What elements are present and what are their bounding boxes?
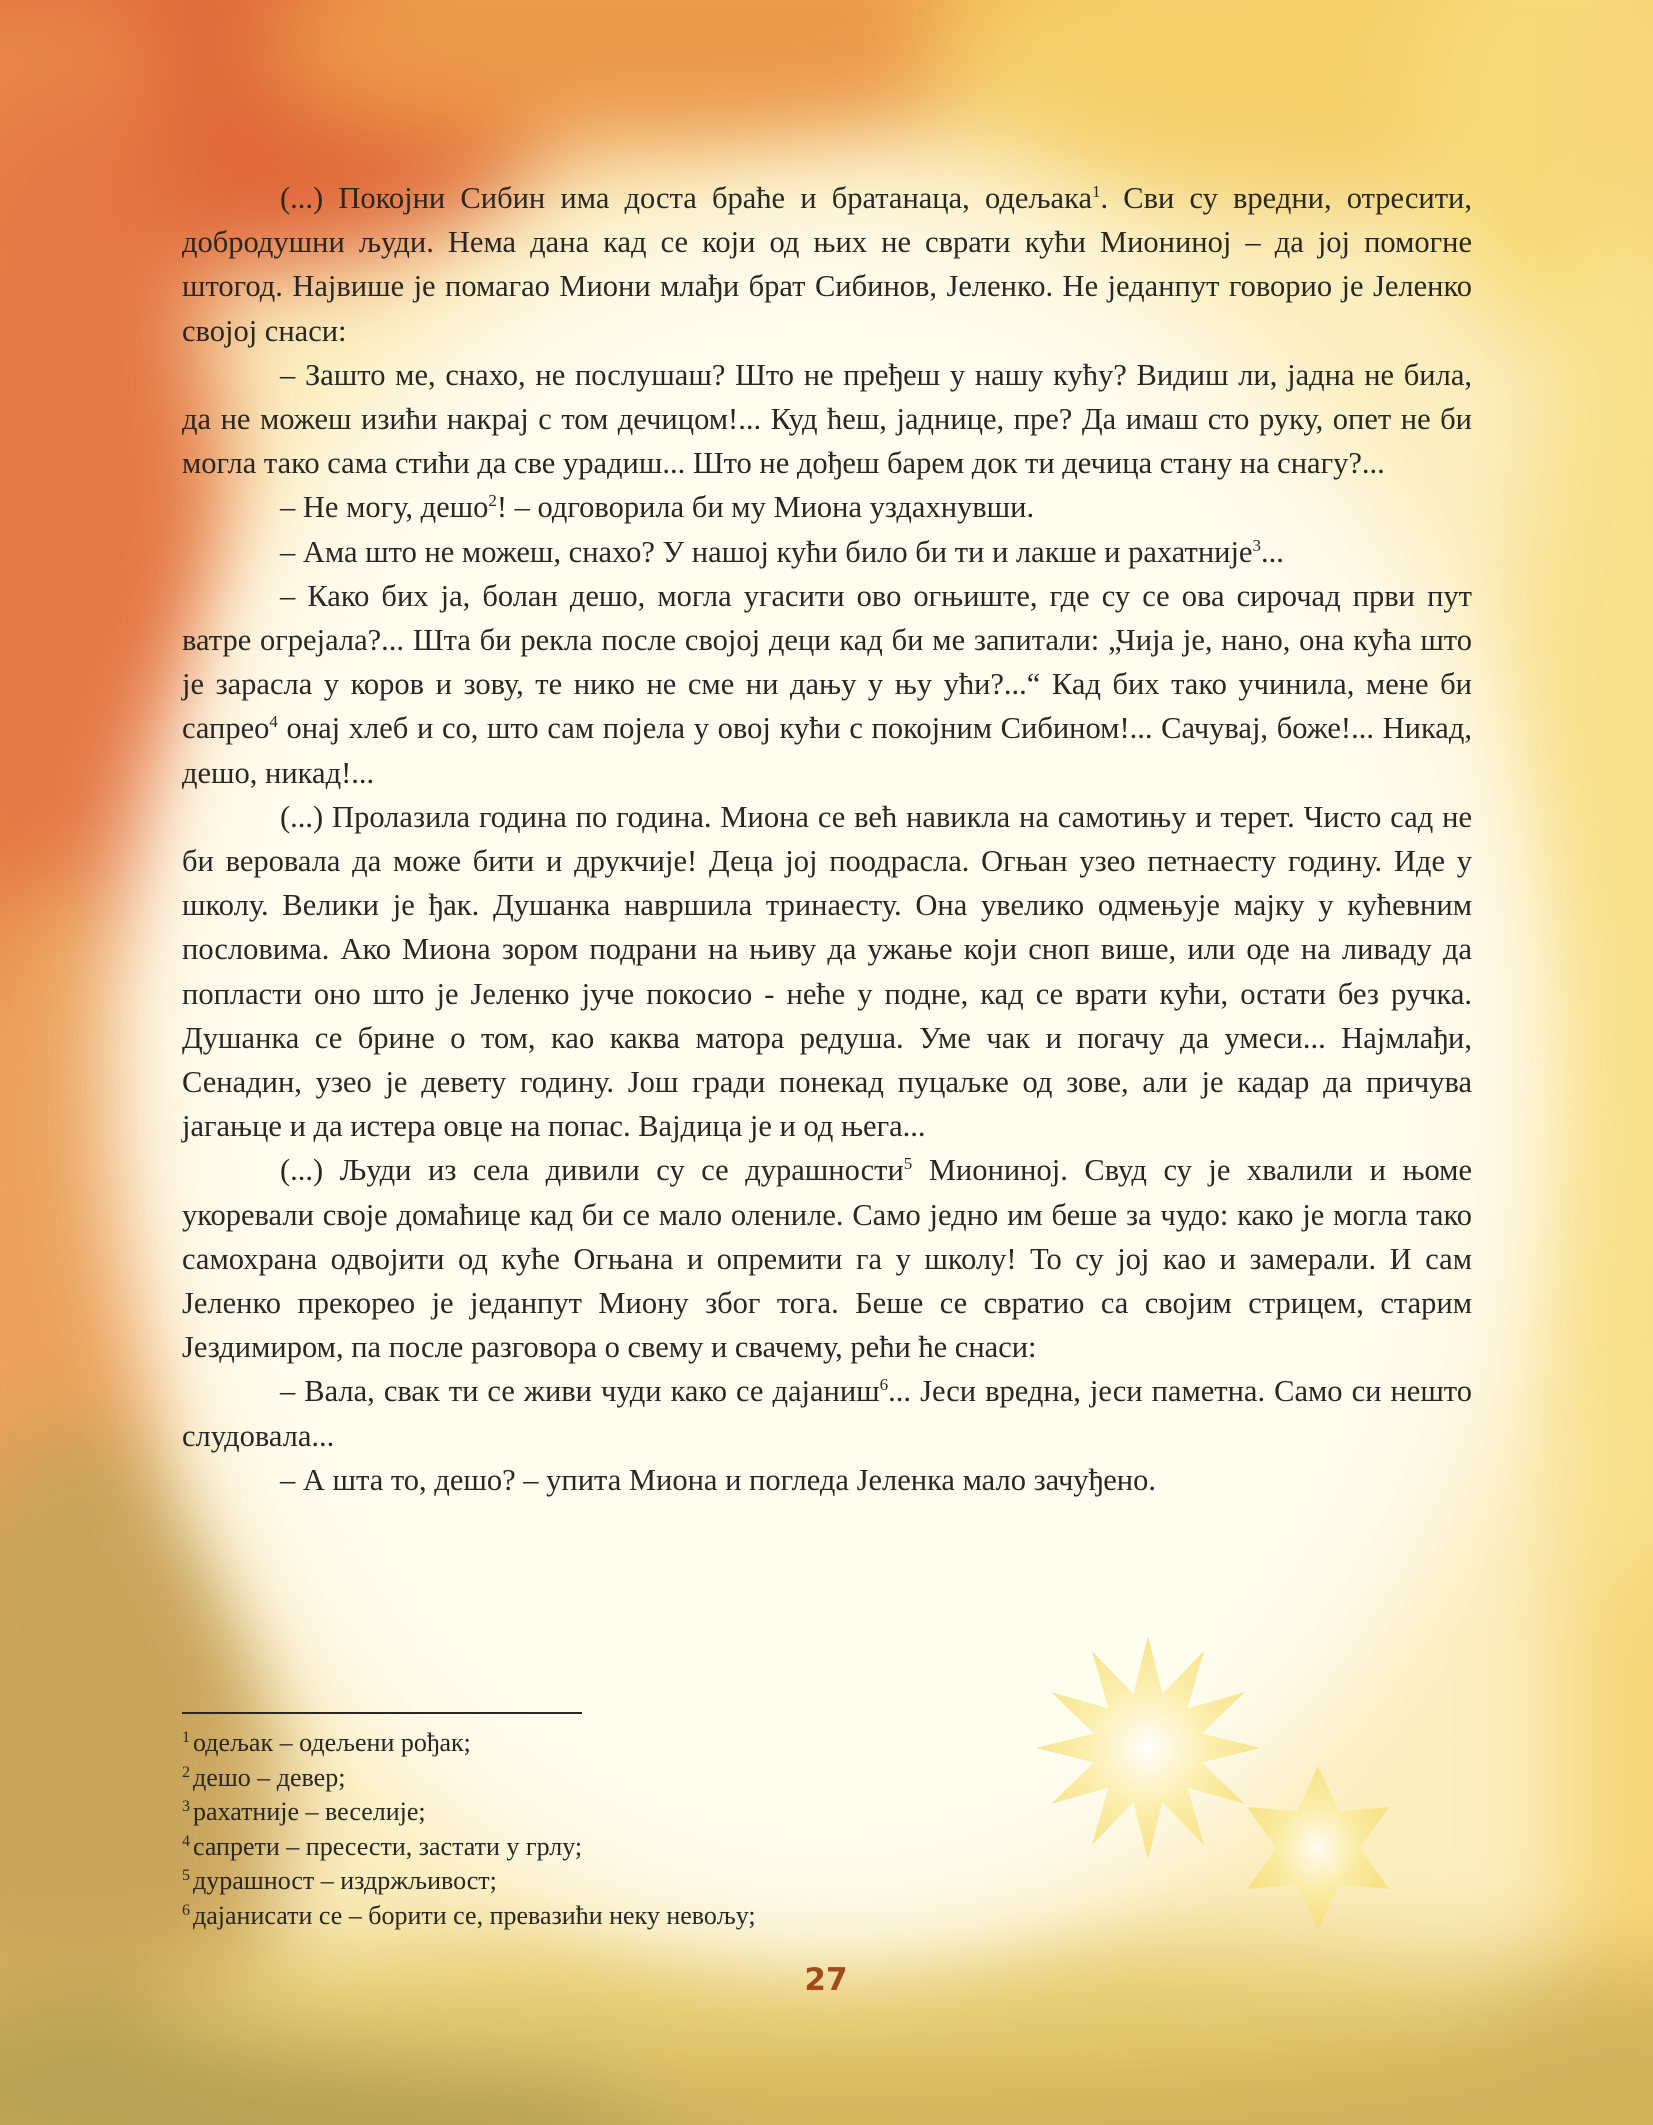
footnote <box>182 1761 1182 1796</box>
footnote-ref[interactable]: 4 <box>269 712 278 732</box>
footnote-text: одељак – одељени рођак; <box>193 1728 471 1757</box>
paragraph-text: – А шта то, дешо? – упита Миона и погледа Јеленка мало зачуђено. <box>280 1462 1156 1497</box>
footnote-text: дајанисати се – борити се, превазићи неку невољу; <box>193 1900 756 1930</box>
footnote-ref[interactable]: 3 <box>1252 535 1261 555</box>
footnote-text: сапрети – пресести, застати у грлу; <box>193 1831 583 1861</box>
footnote-text: рахатније – веселије; <box>193 1797 426 1826</box>
footnote-text: дешо – девер; <box>193 1762 346 1792</box>
paragraph <box>182 1458 1472 1502</box>
footnote-number: 5 <box>182 1867 190 1884</box>
paragraph <box>182 530 1472 574</box>
footnotes <box>182 1726 1182 1933</box>
star-small-icon <box>1247 1766 1389 1930</box>
paragraph <box>182 1369 1472 1457</box>
paragraph-text: Миониној. Свуд су је хвалили и њоме укоревали своје домаћице кад би се мало олениле. Само једно им беше за чудо: како је могла тако самохрана одвојити од куће Огњана и опремити га у школу! То су јој као и замерали. И сам Јеленко прекорео је једанпут Миону због тога. Беше се свратио са својим стрицем, старим Јездимиром, па после разговора о свему и свачему, рећи ће снаси: <box>182 1153 1473 1365</box>
paragraph-text: – Како бих ја, болан дешо, могла угасити ово огњиште, где су се ова сирочад први пут ватре огрејала?... Шта би рекла после својој деци кад би ме запитали: „Чија је, нано, она кућа што је зарасла у коров и зову, те нико не сме ни дању у њу ући?...“ Кад бих тако учинила, мене би сапрео <box>182 578 1472 746</box>
footnote-ref[interactable]: 2 <box>488 491 497 511</box>
footnote-ref[interactable]: 6 <box>879 1375 889 1395</box>
footnote-number: 6 <box>182 1901 190 1919</box>
paragraph-text: – Не могу, дешо <box>280 490 489 525</box>
footnote-text: дурашност – издржљивост; <box>193 1866 497 1895</box>
footnote-ref[interactable]: 1 <box>1091 182 1101 201</box>
footnote <box>182 1864 1182 1899</box>
paragraph-text: (...) Људи из села дивили су се дурашности <box>280 1153 904 1188</box>
paragraph <box>182 176 1472 353</box>
footnote-number: 1 <box>182 1729 190 1746</box>
footnote-number: 3 <box>182 1798 190 1815</box>
footnote <box>182 1899 1182 1934</box>
footnote-number: 2 <box>182 1763 190 1781</box>
footnote-separator <box>182 1712 582 1714</box>
footnote <box>182 1830 1182 1865</box>
footnote-ref[interactable]: 5 <box>903 1154 913 1174</box>
paragraph <box>182 574 1472 795</box>
paragraph-text: – Ама што не можеш, снахо? У нашој кући било би ти и лакше и рахатније <box>280 534 1253 569</box>
footnote <box>182 1726 1182 1761</box>
paragraph <box>182 1148 1472 1369</box>
paragraph-text: (...) Пролазила година по година. Миона се већ навикла на самотињу и терет. Чисто сад не би веровала да може бити и друкчије! Деца јој поодрасла. Огњан узео петнаесту годину. Иде у школу. Велики је ђак. Душанка навршила тринаесту. Она увелико одмењује мајку у кућевним пословима. Ако Миона зором подрани на њиву да ужање који сноп више, или оде на ливаду да попласти оно што је Јеленко јуче покосио - неће у подне, кад се врати кући, остати без ручка. Душанка се брине о том, као каква матора редуша. Уме чак и погачу да умеси... Најмлађи, Сенадин, узео је девету годину. Још гради понекад пуцаљке од зове, али је кадар да причува јагањце и да истера овце на попас. Вајдица је и од њега... <box>182 799 1472 1144</box>
footnote <box>182 1795 1182 1830</box>
paragraph-text: – Вала, свак ти се живи чуди како се дајаниш <box>280 1374 880 1409</box>
footnote-number: 4 <box>182 1832 190 1850</box>
paragraph-text: ... Јеси вредна, јеси паметна. Само си нешто слудовала... <box>182 1374 1472 1453</box>
paragraph-text: ... <box>1260 534 1284 569</box>
paragraph <box>182 353 1472 486</box>
paragraph <box>182 485 1472 529</box>
paragraph-text: – Зашто ме, снахо, не послушаш? Што не пређеш у нашу кућу? Видиш ли, јадна не била, да не можеш изићи накрај с том дечицом!... Куд ћеш, јаднице, пре? Да имаш сто руку, опет не би могла тако сама стићи да све урадиш... Што не дођеш барем док ти дечица стану на снагу?... <box>182 357 1472 481</box>
body-text <box>182 176 1472 1502</box>
paragraph-text: . Сви су вредни, отресити, добродушни људи. Нема дана кад се који од њих не сврати кући Миониној – да јој помогне штогод. Највише је помагао Миони млађи брат Сибинов, Јеленко. Не једанпут говорио је Јеленко својој снаси: <box>182 181 1472 348</box>
paragraph-text: (...) Покојни Сибин има доста браће и братанаца, одељака <box>280 181 1092 215</box>
paragraph-text: ! – одговорила би му Миона уздахнувши. <box>496 490 1035 525</box>
page-number: 27 <box>804 1962 848 1998</box>
paragraph-text: онај хлеб и со, што сам појела у овој кући с покојним Сибином!... Сачувај, боже!... Никад, дешо, никад!... <box>182 711 1472 790</box>
paragraph <box>182 795 1472 1149</box>
